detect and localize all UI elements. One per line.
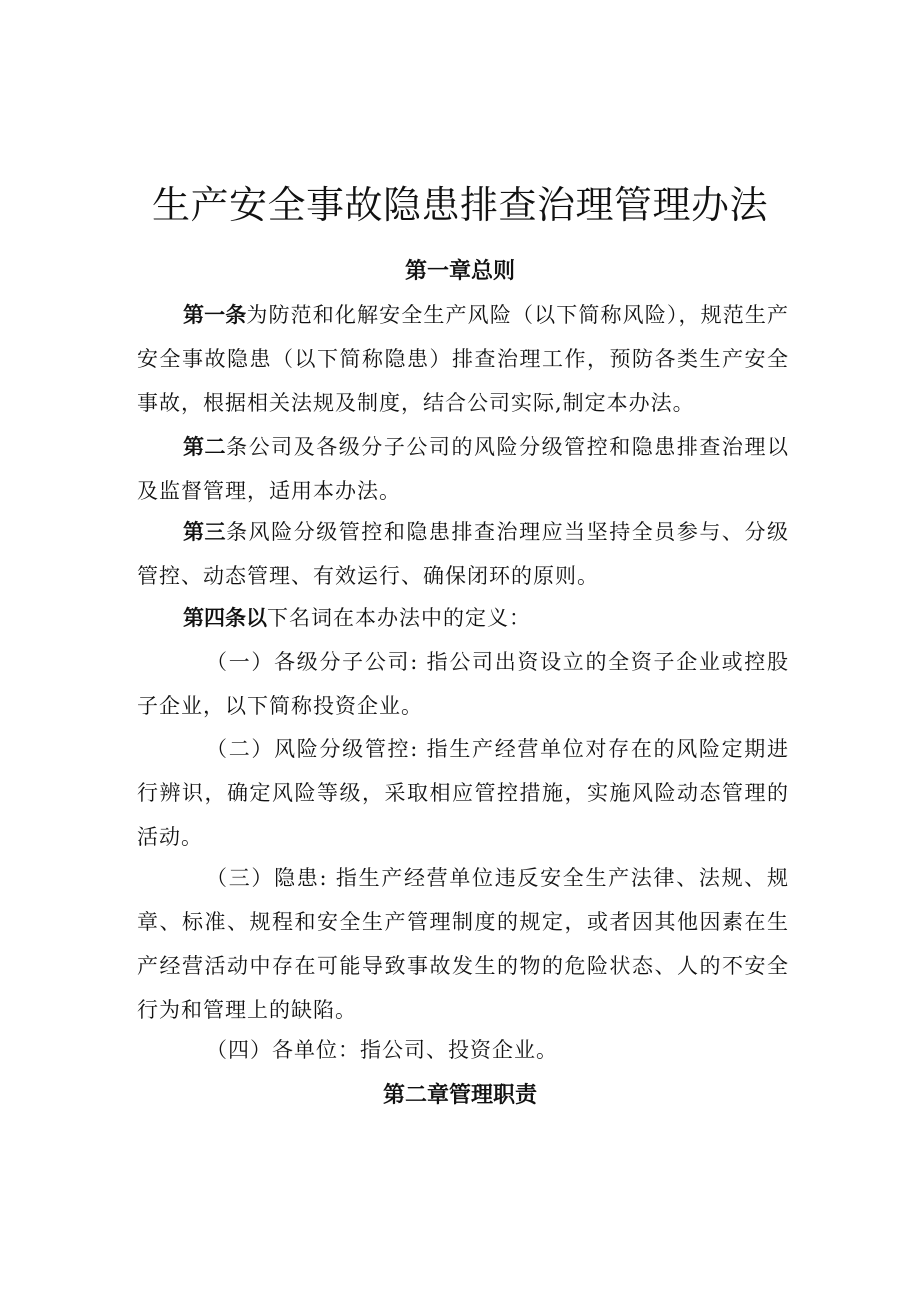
page-title: 生产安全事故隐患排查治理管理办法 [151,183,768,228]
article-3-lead: 第三 [183,520,227,544]
article-1 [137,293,789,425]
article-4-lead: 第四条以 [183,606,267,630]
article-3-text: 条风险分级管控和隐患排查治理应当坚持全员参与、分级管控、动态管理、有效运行、确保闭环的原则。 [137,520,789,588]
article-4-text: 下名词在本办法中的定义： [267,606,531,630]
definition-3: （三）隐患: 指生产经营单位违反安全生产法律、法规、规章、标准、规程和安全生产管理制度的规定，或者因其他因素在生产经营活动中存在可能导致事故发生的物的危险状态、人的不安全行为和管理上的缺陷。 [137,866,789,1022]
article-3 [137,510,789,598]
chapter-2-heading: 第二章管理职责 [382,1083,537,1108]
article-2-text: 条公司及各级分子公司的风险分级管控和隐患排查治理以及监督管理，适用本办法。 [137,435,789,503]
article-1-lead: 第一条 [183,303,247,327]
chapter-1-heading: 第一章总则 [404,259,515,284]
definition-1: （一）各级分子公司: 指公司出资设立的全资子企业或控股子企业，以下简称投资企业。 [137,650,789,718]
article-1-text: 为防范和化解安全生产风险（以下简称风险），规范生产安全事故隐患（以下简称隐患）排查治理工作，预防各类生产安全事故，根据相关法规及制度，结合公司实际,制定本办法。 [137,303,789,415]
article-2 [137,425,789,513]
definition-2: （二）风险分级管控: 指生产经营单位对存在的风险定期进行辨识，确定风险等级，采取相应管控措施，实施风险动态管理的活动。 [137,737,789,849]
definition-4: （四）各单位：指公司、投资企业。 [206,1038,558,1062]
article-4 [137,596,789,640]
article-2-lead: 第二 [183,435,227,459]
